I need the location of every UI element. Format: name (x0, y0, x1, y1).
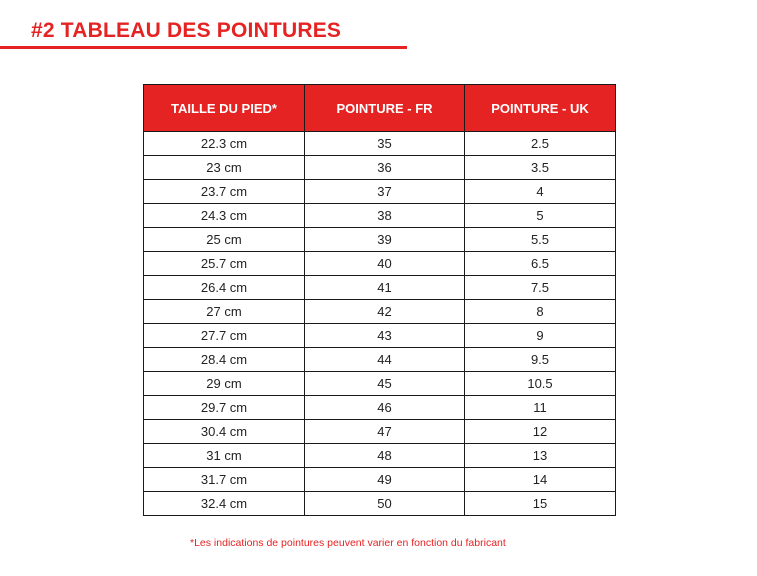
size-fr-cell: 39 (305, 228, 465, 252)
size-fr-cell: 38 (305, 204, 465, 228)
size-fr-cell: 40 (305, 252, 465, 276)
table-row (144, 204, 616, 228)
size-uk-cell: 5.5 (465, 228, 616, 252)
size-fr-cell: 47 (305, 420, 465, 444)
size-uk-cell: 4 (465, 180, 616, 204)
footnote: *Les indications de pointures peuvent varier en fonction du fabricant (190, 537, 506, 549)
size-chart-table (143, 84, 616, 516)
table-row (144, 492, 616, 516)
foot-size-cell: 28.4 cm (144, 348, 305, 372)
foot-size-cell: 30.4 cm (144, 420, 305, 444)
foot-size-cell: 27 cm (144, 300, 305, 324)
foot-size-cell: 25.7 cm (144, 252, 305, 276)
table-header-row (144, 85, 616, 132)
size-fr-cell: 43 (305, 324, 465, 348)
header-size-fr: POINTURE - FR (305, 85, 465, 132)
size-uk-cell: 6.5 (465, 252, 616, 276)
size-uk-cell: 11 (465, 396, 616, 420)
size-fr-cell: 50 (305, 492, 465, 516)
foot-size-cell: 27.7 cm (144, 324, 305, 348)
foot-size-cell: 31.7 cm (144, 468, 305, 492)
size-fr-cell: 42 (305, 300, 465, 324)
page-title: #2 TABLEAU DES POINTURES (31, 19, 342, 42)
size-fr-cell: 48 (305, 444, 465, 468)
size-uk-cell: 8 (465, 300, 616, 324)
size-uk-cell: 5 (465, 204, 616, 228)
foot-size-cell: 22.3 cm (144, 132, 305, 156)
table-row (144, 228, 616, 252)
table-row (144, 300, 616, 324)
foot-size-cell: 32.4 cm (144, 492, 305, 516)
size-uk-cell: 13 (465, 444, 616, 468)
table-row (144, 468, 616, 492)
foot-size-cell: 31 cm (144, 444, 305, 468)
size-fr-cell: 45 (305, 372, 465, 396)
table-row (144, 276, 616, 300)
size-uk-cell: 15 (465, 492, 616, 516)
size-fr-cell: 36 (305, 156, 465, 180)
size-uk-cell: 10.5 (465, 372, 616, 396)
size-uk-cell: 3.5 (465, 156, 616, 180)
size-fr-cell: 41 (305, 276, 465, 300)
size-fr-cell: 49 (305, 468, 465, 492)
size-uk-cell: 7.5 (465, 276, 616, 300)
foot-size-cell: 23 cm (144, 156, 305, 180)
table-body (144, 132, 616, 516)
foot-size-cell: 29.7 cm (144, 396, 305, 420)
foot-size-cell: 26.4 cm (144, 276, 305, 300)
table-row (144, 132, 616, 156)
table-row (144, 444, 616, 468)
size-fr-cell: 37 (305, 180, 465, 204)
size-fr-cell: 44 (305, 348, 465, 372)
table-row (144, 348, 616, 372)
table-row (144, 156, 616, 180)
table-row (144, 324, 616, 348)
size-uk-cell: 9 (465, 324, 616, 348)
foot-size-cell: 25 cm (144, 228, 305, 252)
foot-size-cell: 24.3 cm (144, 204, 305, 228)
foot-size-cell: 29 cm (144, 372, 305, 396)
size-fr-cell: 35 (305, 132, 465, 156)
size-uk-cell: 14 (465, 468, 616, 492)
size-uk-cell: 2.5 (465, 132, 616, 156)
table-row (144, 420, 616, 444)
table-row (144, 180, 616, 204)
size-uk-cell: 12 (465, 420, 616, 444)
foot-size-cell: 23.7 cm (144, 180, 305, 204)
header-size-uk: POINTURE - UK (465, 85, 616, 132)
header-foot-size: TAILLE DU PIED* (144, 85, 305, 132)
size-fr-cell: 46 (305, 396, 465, 420)
title-underline (0, 46, 407, 49)
table-row (144, 252, 616, 276)
table-row (144, 396, 616, 420)
table-row (144, 372, 616, 396)
size-uk-cell: 9.5 (465, 348, 616, 372)
